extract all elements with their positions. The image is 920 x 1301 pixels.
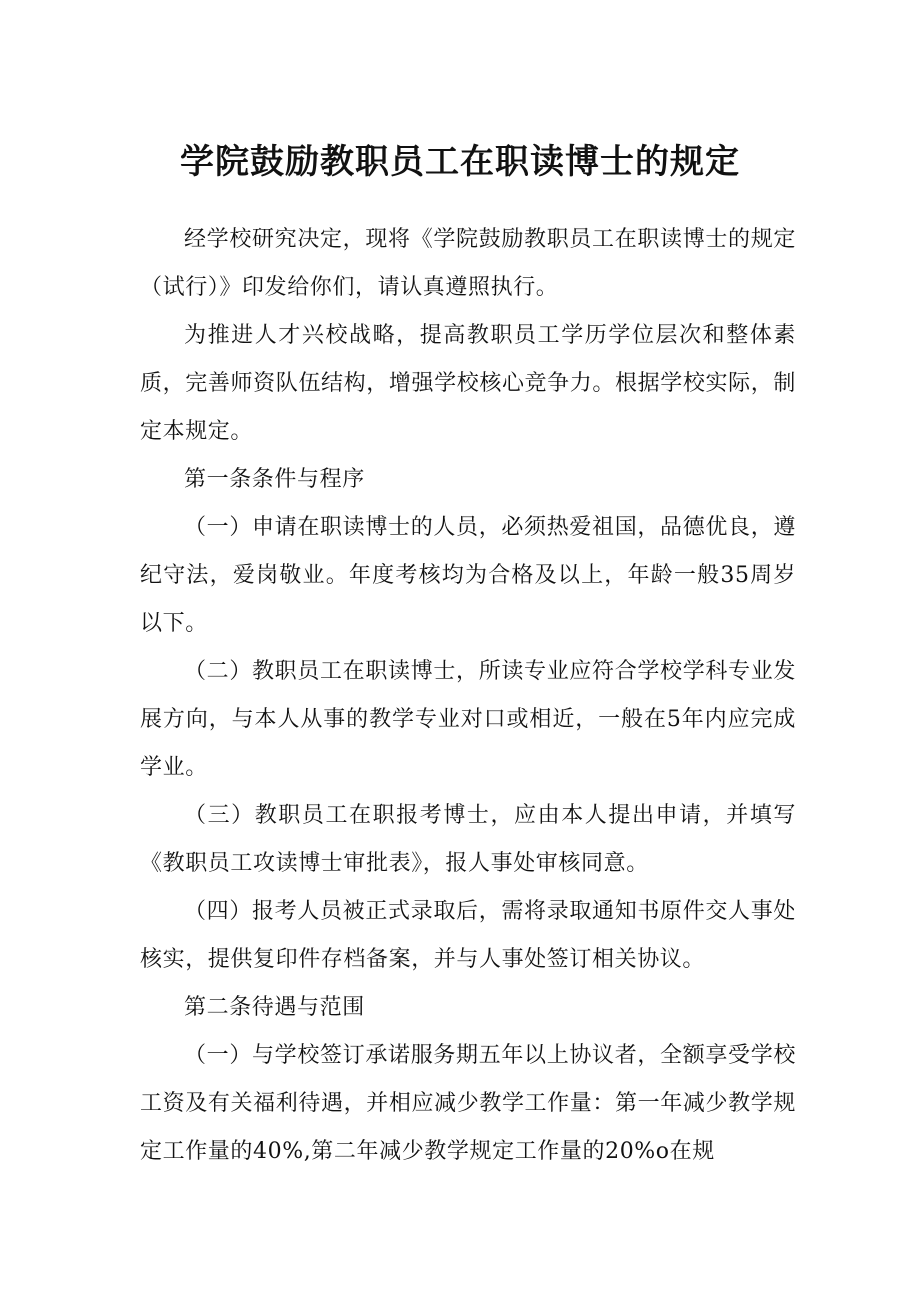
document-body bbox=[140, 216, 796, 1176]
article-one-item-2: （二）教职员工在职读博士，所读专业应符合学校学科专业发展方向，与本人从事的教学专业对口或相近，一般在5年内应完成学业。 bbox=[140, 659, 796, 780]
document-title: 学院鼓励教职员工在职读博士的规定 bbox=[180, 142, 740, 182]
intro-paragraph: 经学校研究决定，现将《学院鼓励教职员工在职读博士的规定（试行）》印发给你们，请认真遵照执行。 bbox=[140, 227, 796, 300]
article-one-heading: 第一条条件与程序 bbox=[184, 467, 365, 492]
article-one-item-1: （一）申请在职读博士的人员，必须热爱祖国，品德优良，遵纪守法，爱岗敬业。年度考核均为合格及以上，年龄一般35周岁以下。 bbox=[140, 515, 796, 636]
article-two-item-1: （一）与学校签订承诺服务期五年以上协议者，全额享受学校工资及有关福利待遇，并相应减少教学工作量：第一年减少教学规定工作量的40%,第二年减少教学规定工作量的20%o在规 bbox=[140, 1043, 796, 1164]
article-one-item-4: （四）报考人员被正式录取后，需将录取通知书原件交人事处核实，提供复印件存档备案，并与人事处签订相关协议。 bbox=[140, 899, 796, 972]
article-one-item-3: （三）教职员工在职报考博士，应由本人提出申请，并填写《教职员工攻读博士审批表》，报人事处审核同意。 bbox=[140, 803, 796, 876]
purpose-paragraph: 为推进人才兴校战略，提高教职员工学历学位层次和整体素质，完善师资队伍结构，增强学校核心竞争力。根据学校实际，制定本规定。 bbox=[140, 323, 796, 444]
article-two-heading: 第二条待遇与范围 bbox=[184, 995, 365, 1020]
